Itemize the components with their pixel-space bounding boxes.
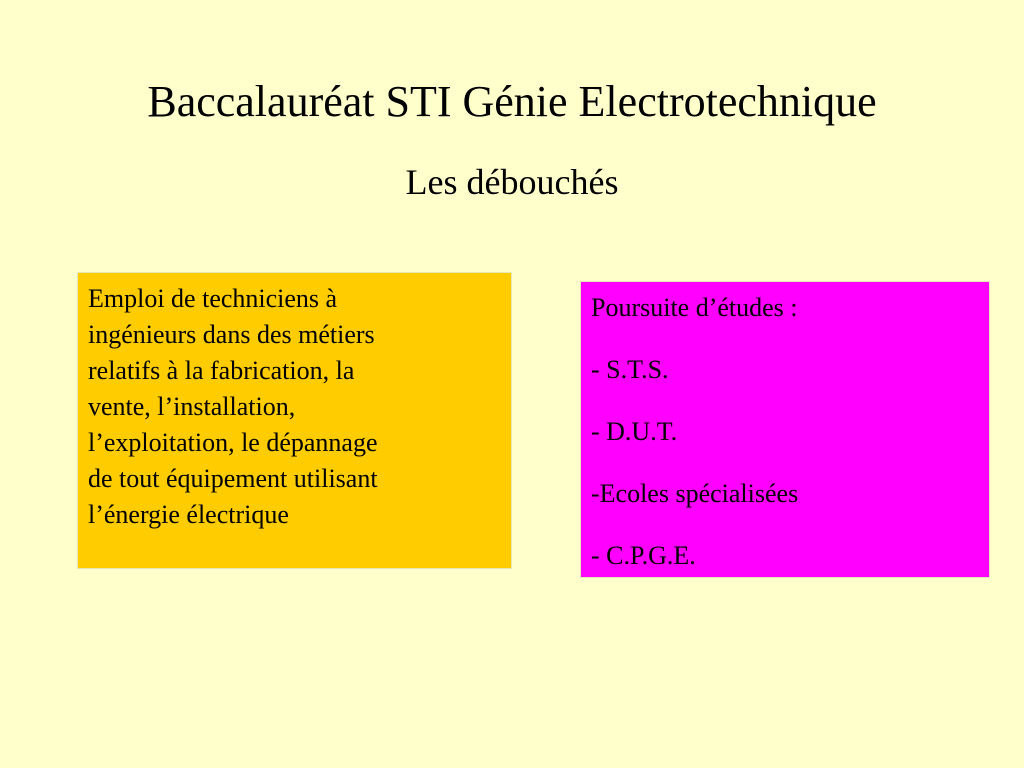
employment-line: l’énergie électrique (88, 500, 289, 529)
employment-line: relatifs à la fabrication, la (88, 356, 355, 385)
further-studies-item: - S.T.S. (591, 355, 669, 384)
slide-title: Baccalauréat STI Génie Electrotechnique (147, 77, 877, 126)
further-studies-item: - C.P.G.E. (591, 541, 696, 570)
employment-line: l’exploitation, le dépannage (88, 428, 378, 457)
employment-line: vente, l’installation, (88, 392, 296, 421)
further-studies-text-box (580, 281, 990, 578)
employment-text-box (77, 272, 512, 569)
further-studies-item: -Ecoles spécialisées (591, 479, 799, 508)
slide-subtitle: Les débouchés (405, 162, 619, 202)
employment-line: ingénieurs dans des métiers (88, 320, 375, 349)
further-studies-heading: Poursuite d’études : (591, 293, 798, 322)
employment-line: Emploi de techniciens à (88, 284, 338, 313)
further-studies-item: - D.U.T. (591, 417, 678, 446)
employment-line: de tout équipement utilisant (88, 464, 378, 493)
